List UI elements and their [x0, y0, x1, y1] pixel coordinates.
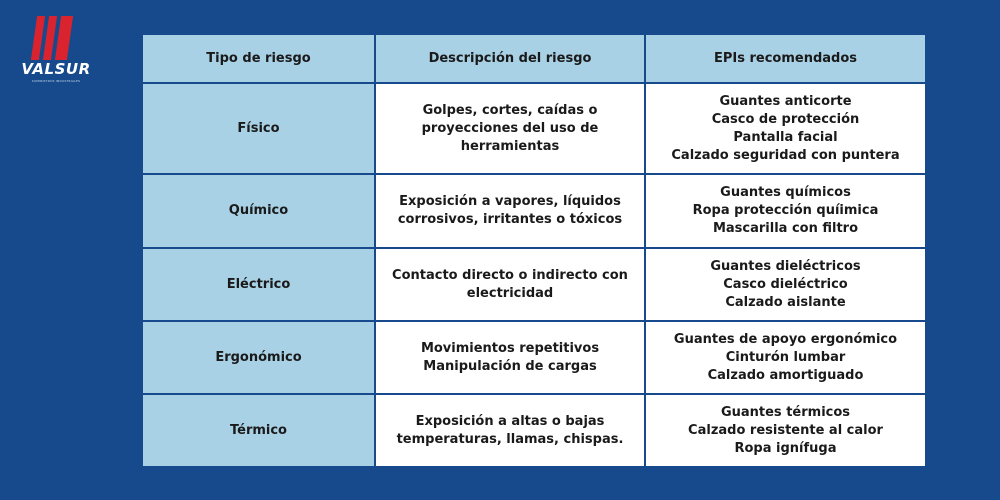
table-row	[142, 394, 926, 467]
epi-item: Calzado seguridad con puntera	[671, 147, 900, 163]
risk-description-cell	[375, 174, 645, 248]
epis-cell	[645, 248, 926, 321]
epis-cell	[645, 321, 926, 394]
epi-item: Casco dieléctrico	[723, 276, 848, 292]
risk-type-cell: Físico	[142, 83, 375, 174]
description-line: herramientas	[460, 138, 560, 154]
logo-stripe	[55, 16, 73, 60]
header-descripcion: Descripción del riesgo	[375, 34, 645, 83]
logo-tagline: SUMINISTROS INDUSTRIALES	[31, 79, 81, 83]
table-row	[142, 321, 926, 394]
epi-item: Calzado aislante	[725, 294, 846, 310]
epi-item: Guantes químicos	[720, 185, 851, 200]
epi-item: Pantalla facial	[733, 129, 838, 145]
epis-cell	[645, 83, 926, 174]
risk-description-cell	[375, 248, 645, 321]
risk-description-cell	[375, 83, 645, 174]
header-epis: EPIs recomendados	[645, 34, 926, 83]
epi-item: Guantes térmicos	[720, 404, 851, 420]
epi-item: Casco de protección	[711, 111, 860, 127]
description-line: proyecciones del uso de	[421, 120, 599, 136]
risk-description-cell	[375, 321, 645, 394]
logo-brand-text: VALSUR	[21, 60, 91, 78]
table-header-row	[142, 34, 926, 83]
description-line: corrosivos, irritantes o tóxicos	[397, 212, 623, 227]
header-tipo-riesgo: Tipo de riesgo	[142, 34, 375, 83]
table-row	[142, 83, 926, 174]
risk-table	[141, 33, 927, 468]
epi-item: Ropa ignífuga	[734, 440, 837, 456]
table-row	[142, 248, 926, 321]
epi-item: Ropa protección quíimica	[692, 203, 879, 218]
description-line: Manipulación de cargas	[423, 358, 597, 374]
description-line: Exposición a altas o bajas	[415, 413, 605, 429]
description-line: Movimientos repetitivos	[420, 340, 600, 356]
risk-type-cell: Térmico	[142, 394, 375, 467]
logo-stripes-icon	[34, 16, 76, 60]
risk-type-cell: Eléctrico	[142, 248, 375, 321]
description-line: Exposición a vapores, líquidos	[399, 194, 621, 209]
epis-cell	[645, 394, 926, 467]
risk-type-cell: Ergonómico	[142, 321, 375, 394]
epi-item: Calzado amortiguado	[707, 367, 864, 383]
epi-item: Guantes de apoyo ergonómico	[673, 331, 898, 347]
epis-cell	[645, 174, 926, 248]
table-row	[142, 174, 926, 248]
risk-type-cell: Químico	[142, 174, 375, 248]
risk-description-cell	[375, 394, 645, 467]
description-line: temperaturas, llamas, chispas.	[396, 431, 624, 447]
description-line: Contacto directo o indirecto con	[392, 267, 628, 283]
epi-item: Guantes dieléctricos	[710, 258, 861, 274]
epi-item: Cinturón lumbar	[725, 349, 846, 365]
epi-item: Guantes anticorte	[719, 93, 852, 109]
description-line: electricidad	[466, 285, 554, 301]
epi-item: Mascarilla con filtro	[712, 221, 859, 236]
valsur-logo	[20, 16, 92, 88]
epi-item: Calzado resistente al calor	[688, 422, 883, 438]
description-line: Golpes, cortes, caídas o	[422, 102, 598, 118]
